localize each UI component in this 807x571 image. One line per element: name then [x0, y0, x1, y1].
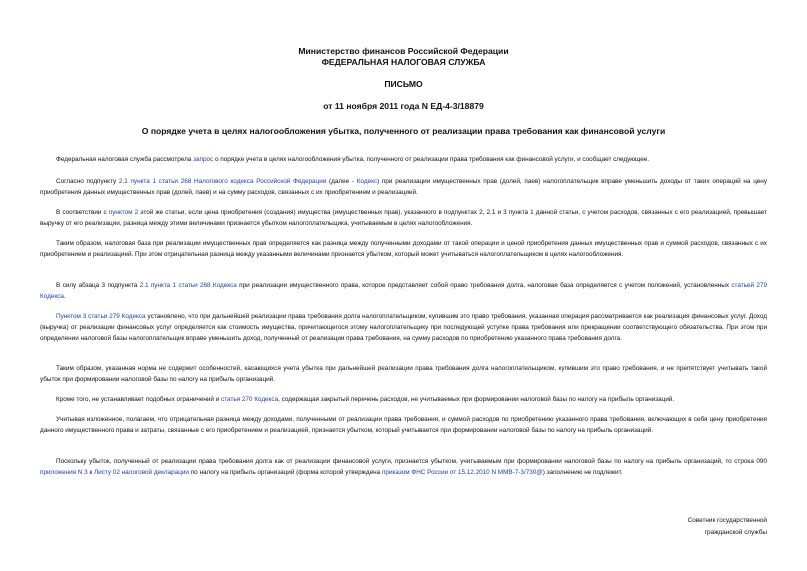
link-point-3-article-279[interactable]: Пунктом 3 статьи 279 Кодекса: [56, 313, 146, 320]
paragraph-2: Согласно подпункту 2.1 пункта 1 статьи 268 Налогового кодекса Российской Федерации (далее - Кодекс) при реализации имущественных прав (долей, паев) налогоплательщик вправе уменьшить доходы от таких операций на цену приобретения данных имущественных прав (долей, паев) и на сумму расходов, связанных с их приобретением и реализацией.: [40, 178, 767, 197]
link-article-279-code[interactable]: статьей 279 Кодекса: [40, 282, 768, 301]
signature-line-1: Советник государственной: [687, 517, 767, 524]
link-fns-order[interactable]: приказом ФНС России от 15.12.2010 N ММВ-7-3/730@: [381, 469, 543, 477]
paragraph-10: Поскольку убыток, полученный от реализации права требования долга как от реализации финансовой услуги, признается убытком, учитываемым при формировании налоговой базы по налогу на прибыль организаций, то строка 090 приложения N 3 к Листу 02 налоговой декларации по налогу на прибыль организаций (форма которой утверждена приказом ФНС России от 15.12.2010 N ММВ-7-3/730@) заполнению не подлежит.: [40, 458, 767, 477]
link-sheet-02-declaration[interactable]: Листу 02 налоговой декларации: [94, 469, 189, 477]
document-type: ПИСЬМО: [384, 79, 423, 89]
link-tax-code-article-268[interactable]: 2.1 пункта 1 статьи 268 Налогового кодекса Российской Федерации: [118, 178, 327, 185]
paragraph-6: Пунктом 3 статьи 279 Кодекса установлено, что при дальнейшей реализации права требования долга налогоплательщиком, купившим это право требования, указанная операция рассматривается как реализация финансовых услуг. Доход (выручка) от реализации финансовых услуг определяется как стоимость имущества, причитающегося этому налогоплательщику при последующей уступке права требования или прекращении соответствующего обязательства. При этом при определении налоговой базы налогоплательщик вправе уменьшить доход, полученный от реализации права требования, на сумму расходов по приобретению указанного права требования долга.: [40, 313, 767, 343]
document-subject: О порядке учета в целях налогообложения убытка, полученного от реализации права требования как финансовой услуги: [141, 126, 666, 136]
signature-line-2: гражданской службы: [704, 529, 767, 536]
paragraph-1: Федеральная налоговая служба рассмотрела запрос о порядке учета в целях налогообложения убытка, полученного от реализации права требования как финансовой услуги, и сообщает следующее.: [56, 156, 650, 163]
link-request[interactable]: запрос: [193, 156, 214, 163]
ministry-title: Министерство финансов Российской Федерации: [298, 46, 509, 56]
document-date-number: от 11 ноября 2011 года N ЕД-4-3/18879: [323, 101, 484, 111]
paragraph-3: В соответствии с пунктом 2 этой же статьи, если цена приобретения (создания) имущества (имущественных прав), указанного в подпунктах 2, 2.1 и 3 пункта 1 данной статьи, с учетом расходов, связанных с его реализацией, превышает выручку от его реализации, разница между этими величинами признается убытком налогоплательщика, учитываемым в целях налогообложения.: [40, 209, 767, 228]
link-code[interactable]: Кодекс: [356, 178, 378, 185]
paragraph-8: Кроме того, не устанавливает подобных ограничений и статья 270 Кодекса, содержащая закрытый перечень расходов, не учитываемых при формировании налоговой базы по налогу на прибыль организаций.: [56, 396, 675, 403]
service-title: ФЕДЕРАЛЬНАЯ НАЛОГОВАЯ СЛУЖБА: [321, 57, 486, 67]
link-appendix-3[interactable]: приложения N 3: [40, 469, 88, 477]
link-article-268-code[interactable]: 2.1 пункта 1 статьи 268 Кодекса: [139, 282, 237, 289]
paragraph-9: Учитывая изложенное, полагаем, что отрицательная разница между доходами, полученными от реализации права требования, и суммой расходов по приобретению указанного права требования, включающих в себя цену приобретения данного имущественного права и затраты, связанные с его приобретением и реализацией, признается убытком, который учитывается при формировании налоговой базы по налогу на прибыль организаций.: [40, 416, 767, 435]
paragraph-4: Таким образом, налоговая база при реализации имущественных прав определяется как разница между полученными доходами от такой операции и ценой приобретения данных имущественных прав и суммой расходов, связанных с их приобретением и реализацией. При этом отрицательная разница между указанными величинами признается убытком, который может учитываться налогоплательщиком в целях налогообложения.: [40, 240, 767, 259]
link-point-2[interactable]: пунктом 2: [108, 209, 139, 216]
paragraph-5: В силу абзаца 3 подпункта 2.1 пункта 1 статьи 268 Кодекса при реализации имущественного права, которое представляет собой право требования долга, налоговая база определяется с учетом положений, установленных статьей 279 Кодекса.: [40, 282, 768, 301]
paragraph-7: Таким образом, указанная норма не содержит особенностей, касающихся учета убытка при дальнейшей реализации права требования долга налогоплательщиком, купившим это право требования, и не препятствует учитывать такой убыток при формировании налоговой базы по налогу на прибыль организаций.: [40, 365, 767, 384]
link-article-270-code[interactable]: статья 270 Кодекса: [221, 396, 279, 403]
